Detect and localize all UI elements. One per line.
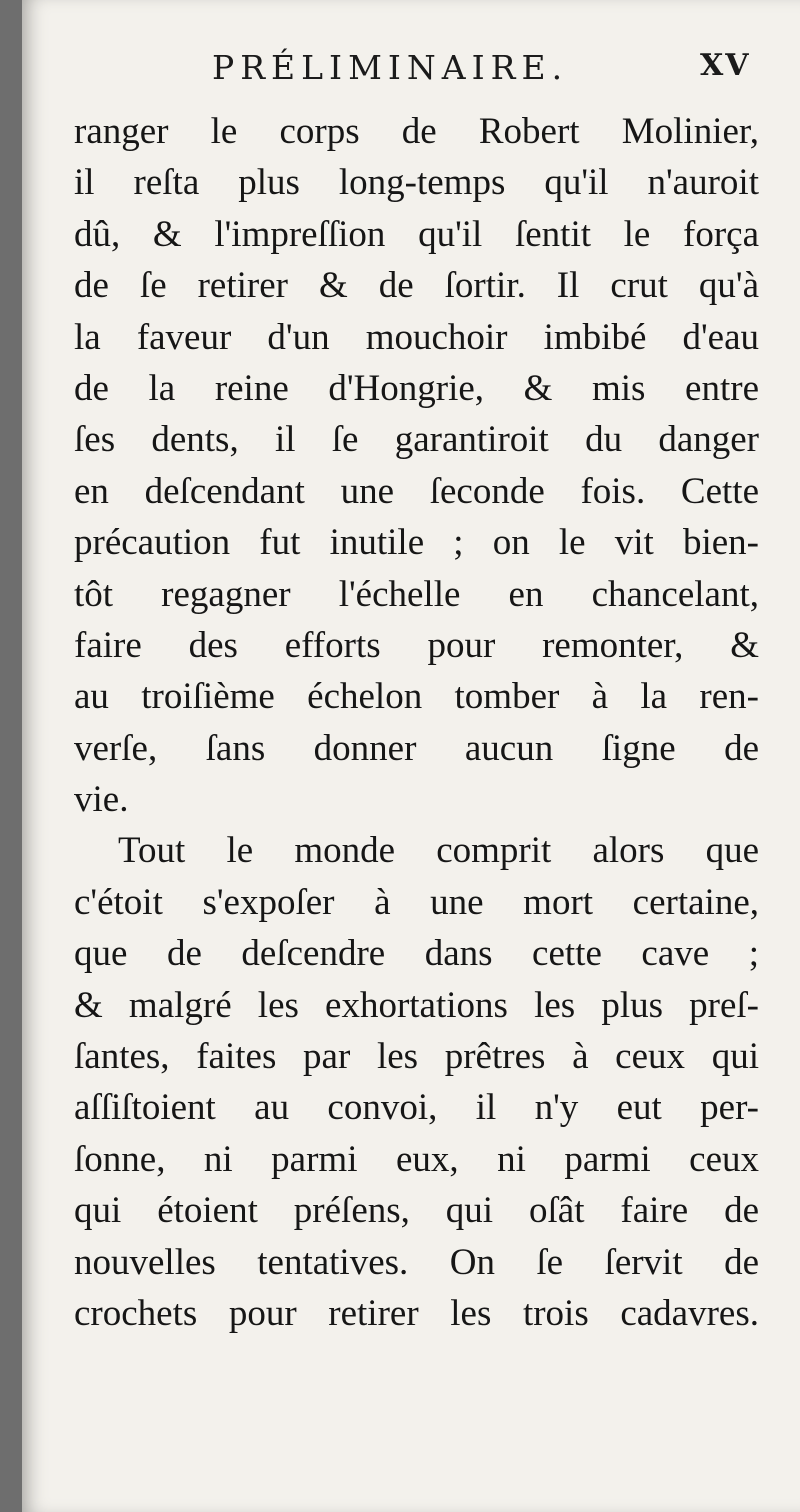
text-line: ſes dents, il ſe garantiroit du danger xyxy=(74,419,759,461)
text-line: de ſe retirer & de ſortir. Il crut qu'à xyxy=(74,265,759,307)
book-page xyxy=(22,0,800,1512)
text-line: ranger le corps de Robert Molinier, xyxy=(74,111,759,152)
paragraph-first-line: Tout le monde comprit alors que xyxy=(118,830,759,872)
page-number: XV xyxy=(700,48,751,83)
text-line: vie. xyxy=(74,779,129,821)
text-line: de la reine d'Hongrie, & mis entre xyxy=(74,367,759,409)
body-text xyxy=(74,106,759,1339)
text-line: précaution fut inutile ; on le vit bien- xyxy=(74,522,759,564)
running-title: PRÉLIMINAIRE. xyxy=(212,48,569,87)
page-header xyxy=(212,48,772,108)
text-line: ſonne, ni parmi eux, ni parmi ceux xyxy=(74,1138,759,1180)
text-line: que de deſcendre dans cette cave ; xyxy=(74,933,759,975)
text-line: ſantes, faites par les prêtres à ceux qui xyxy=(74,1036,759,1078)
text-line: c'étoit s'expoſer à une mort certaine, xyxy=(74,881,759,923)
text-line: en deſcendant une ſeconde fois. Cette xyxy=(74,470,759,512)
text-line: & malgré les exhortations les plus preſ- xyxy=(74,984,759,1026)
text-line: il reſta plus long-temps qu'il n'auroit xyxy=(74,162,759,204)
text-line: qui étoient préſens, qui oſât faire de xyxy=(74,1190,759,1232)
text-line: tôt regagner l'échelle en chancelant, xyxy=(74,573,759,615)
text-line: crochets pour retirer les trois cadavres. xyxy=(74,1292,759,1334)
text-line: la faveur d'un mouchoir imbibé d'eau xyxy=(74,316,759,358)
text-line: aſſiſtoient au convoi, il n'y eut per- xyxy=(74,1087,759,1129)
text-line: nouvelles tentatives. On ſe ſervit de xyxy=(74,1241,759,1283)
text-line: faire des efforts pour remonter, & xyxy=(74,624,759,666)
text-line: dû, & l'impreſſion qu'il ſentit le força xyxy=(74,213,759,255)
text-line: au troiſième échelon tomber à la ren- xyxy=(74,676,759,718)
text-line: verſe, ſans donner aucun ſigne de xyxy=(74,727,759,769)
